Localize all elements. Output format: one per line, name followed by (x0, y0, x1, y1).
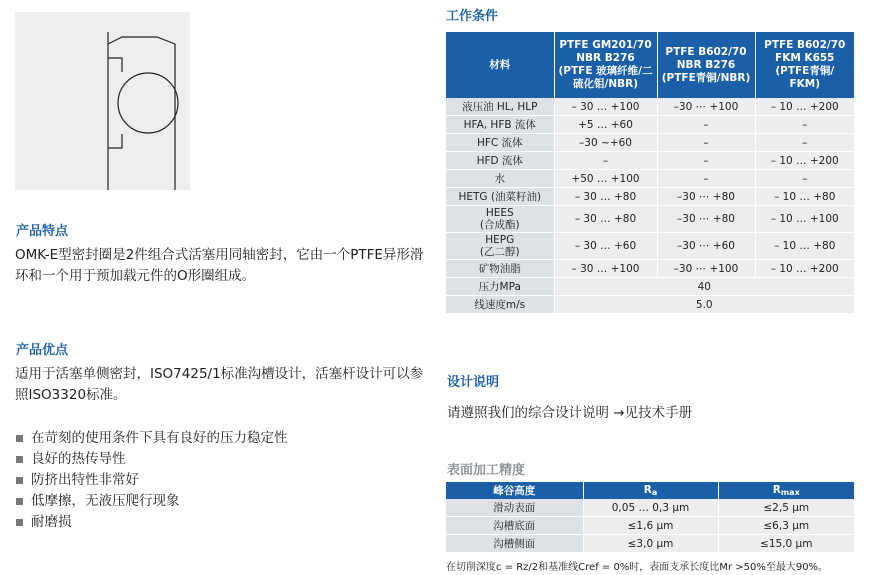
table-row: 滑动表面 0,05 … 0,3 μm ≤2,5 μm (446, 499, 854, 517)
features-title: 产品特点 (16, 224, 69, 239)
speed-row: 线速度m/s 5.0 (446, 296, 854, 314)
table-row: 沟槽侧面 ≤3,0 μm ≤15,0 μm (446, 535, 854, 553)
bullet-item: 防挤出特性非常好 (15, 470, 288, 491)
table-row: HEPG (乙二醇) – 30 … +60 –30 ⋯ +60 – 10 … +80 (446, 233, 854, 260)
header-ra: $R_a$ (583, 482, 718, 499)
table-row: 水 +50 … +100 – – (446, 170, 854, 188)
header-material: 材料 (446, 32, 554, 98)
header-b602-fkm: PTFE B602/70 FKM K655 (PTFE青铜/ FKM) (755, 32, 854, 98)
header-gm201: PTFE GM201/70 NBR B276 (PTFE 玻璃纤维/二 硫化钼/NBR) (554, 32, 657, 98)
design-text: 请遵照我们的综合设计说明 →见技术手册 (447, 405, 693, 421)
bullet-item: 良好的热传导性 (15, 449, 288, 470)
header-peak-height: 峰谷高度 (446, 482, 583, 499)
table-row: HFC 流体 –30 ~+60 – – (446, 134, 854, 152)
table-row: HEES (合成酯) – 30 … +80 –30 ⋯ +80 – 10 … +100 (446, 206, 854, 233)
seal-drawing-svg (15, 12, 190, 190)
table-row: HETG (油菜籽油) – 30 … +80 –30 ⋯ +80 – 10 … +80 (446, 188, 854, 206)
table-row: HFA, HFB 流体 +5 … +60 – – (446, 116, 854, 134)
pressure-row: 压力MPa 40 (446, 278, 854, 296)
features-text: OMK-E型密封圈是2件组合式活塞用同轴密封，它由一个PTFE异形滑环和一个用于预加载元件的O形圈组成。 (15, 247, 424, 284)
bullet-item: 低摩擦，无液压爬行现象 (15, 491, 288, 512)
bullet-item: 耐磨损 (15, 512, 288, 533)
table-row: 液压油 HL, HLP – 30 … +100 –30 ⋯ +100 – 10 … +200 (446, 98, 854, 116)
header-b602-nbr: PTFE B602/70 NBR B276 (PTFE青铜/NBR) (657, 32, 755, 98)
design-title: 设计说明 (447, 375, 500, 390)
table-row: 沟槽底面 ≤1,6 μm ≤6,3 μm (446, 517, 854, 535)
surface-title: 表面加工精度 (447, 463, 526, 478)
table-row: HFD 流体 – – – 10 … +200 (446, 152, 854, 170)
advantages-text: 适用于活塞单侧密封，ISO7425/1标准沟槽设计，活塞杆设计可以参照ISO3320标准。 (15, 366, 424, 403)
advantages-bullet-list (15, 428, 288, 533)
seal-cross-section-drawing (15, 12, 190, 190)
surface-finish-table (446, 482, 854, 553)
surface-footnote: 在切削深度c = Rz/2和基准线Cref = 0%时，表面支承长度比Mr >50%至最大90%。 (446, 562, 829, 573)
advantages-title: 产品优点 (16, 343, 69, 358)
work-conditions-table (446, 32, 854, 314)
header-rmax: $R_{max}$ (718, 482, 854, 499)
table-row: 矿物油脂 – 30 … +100 –30 ⋯ +100 – 10 … +200 (446, 260, 854, 278)
work-conditions-title: 工作条件 (446, 9, 499, 24)
bullet-item: 在苛刻的使用条件下具有良好的压力稳定性 (15, 428, 288, 449)
